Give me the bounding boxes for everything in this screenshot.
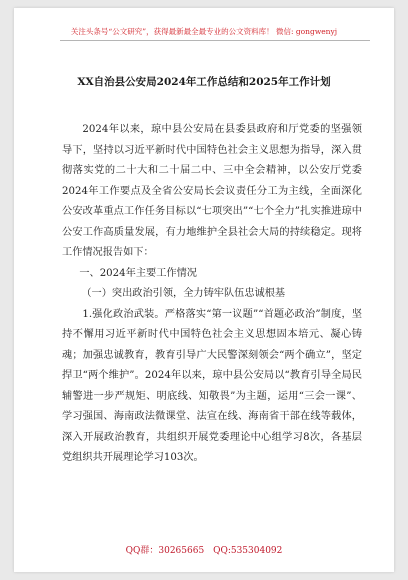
document-title: XX自治县公安局2024年工作总结和2025年工作计划 [77, 76, 331, 88]
body-paragraph: 1.强化政治武装。严格落实“第一议题”“首题必政治”制度，坚持不懈用习近平新时代中国特色社会主义思想固本培元、凝心铸魂；加强忠诚教育，教育引导广大民警深刻领会“两个确立”，坚定捍卫“两个维护”。2024年以来，琼中县公安局以“教育引导全局民辅警进一步严规矩、明底线、知敬畏”为主题，运用“三会一课”、学习强国、海南政法微课堂、法宣在线、海南省干部在线等载体，深入开展政治教育，共组织开展党委理论中心组学习8次，各基层党组织共开展理论学习103次。 [62, 308, 362, 463]
section-heading: 一、2024年主要工作情况 [79, 267, 197, 279]
document-body [62, 120, 362, 469]
footer-contact [14, 543, 394, 556]
footer-qq-group: QQ群：30265665 [125, 546, 205, 556]
document-page [14, 8, 394, 572]
intro-paragraph: 2024年以来，琼中县公安局在县委县政府和厅党委的坚强领导下，坚持以习近平新时代中国特色社会主义思想为指导，深入贯彻落实党的二十大和二十届二中、三中全会精神，以公安厅党委2024年工作要点及全省公安局长会议责任分工为主线，全面深化公安改革重点工作任务目标以“七项突出”“七个全力”扎实推进琼中公安工作高质量发展，有力地维护全县社会大局的持续稳定。现将工作情况报告如下： [62, 124, 362, 258]
subsection-heading: （一）突出政治引领，全力铸牢队伍忠诚根基 [81, 288, 286, 299]
header-notice: 关注头条号“公文研究”，获得最新最全最专业的公文资料库！ 微信: gongwenyj [70, 27, 338, 36]
footer-qq: QQ:535304092 [213, 546, 283, 556]
header-divider [60, 40, 370, 41]
